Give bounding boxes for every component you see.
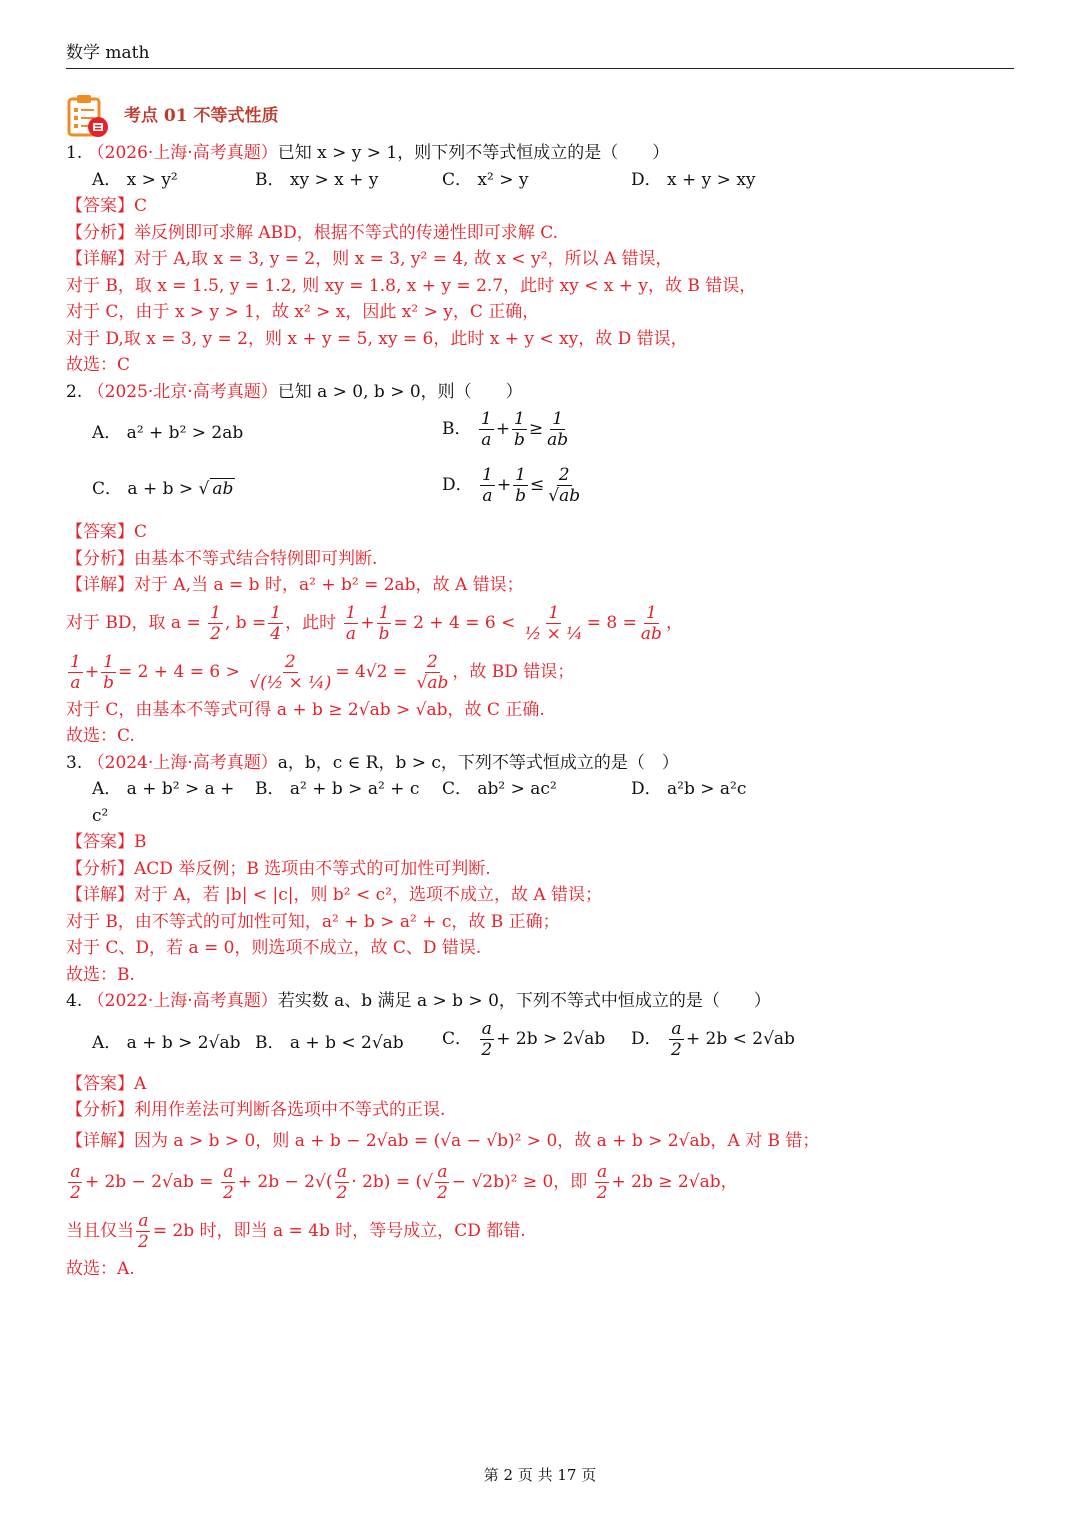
detail-line: 【详解】对于 A，若 |b| < |c|，则 b² < c²，选项不成立，故 A 错误； xyxy=(66,885,603,905)
option-d: D． x + y > xy xyxy=(631,169,756,190)
option-d: D． $\frac{a}{2}$ + 2b < 2√ab xyxy=(631,1018,795,1060)
analysis-line: 【分析】由基本不等式结合特例即可判断. xyxy=(66,548,378,569)
question-1 xyxy=(66,140,1014,379)
question-stem xyxy=(66,140,1014,167)
question-source: （2024·上海·高考真题） xyxy=(87,752,278,773)
detail-line: 对于 B，取 x = 1.5, y = 1.2, 则 xy = 1.8, x + y = 2.7，此时 xy < x + y，故 B 错误， xyxy=(66,275,757,296)
question-source: （2025·北京·高考真题） xyxy=(87,381,278,402)
question-stem xyxy=(66,379,1014,406)
question-source: （2026·上海·高考真题） xyxy=(87,143,278,163)
detail-line-3: 当且仅当 $\frac{a}{2}$ = 2b 时，即当 a = 4b 时，等号成立，CD 都错. xyxy=(66,1211,526,1252)
options-row xyxy=(66,167,1014,194)
detail-line: 对于 C，由基本不等式可得 a + b ≥ 2√ab > √ab，故 C 正确. xyxy=(66,699,545,720)
detail-line: 【详解】因为 a > b > 0，则 a + b − 2√ab = (√a − √b)² > 0，故 a + b > 2√ab，A 对 B 错； xyxy=(66,1130,820,1151)
analysis-line: 【分析】举反例即可求解 ABD，根据不等式的传递性即可求解 C. xyxy=(66,222,559,243)
question-text: a，b，c ∈ R，b > c，下列不等式恒成立的是（ ） xyxy=(277,752,679,773)
options-row xyxy=(66,776,1014,829)
detail-line: 对于 D,取 x = 3, y = 2，则 x + y = 5, xy = 6，此时 x + y < xy，故 D 错误， xyxy=(66,328,688,349)
clipboard-checklist-icon xyxy=(66,93,110,139)
option-d: D． $\frac{1}{a}$ + $\frac{1}{b}$ ≤ $\frac{2}{√ab}$ xyxy=(442,465,581,506)
option-b: B． xy > x + y xyxy=(255,169,379,190)
question-text: 已知 x > y > 1，则下列不等式恒成立的是（ ） xyxy=(277,143,670,163)
option-a: A． a² + b² > 2ab xyxy=(92,423,244,443)
option-c: C． $\frac{a}{2}$ + 2b > 2√ab xyxy=(442,1018,606,1060)
question-stem xyxy=(66,988,1014,1015)
analysis-line: 【分析】利用作差法可判断各选项中不等式的正误. xyxy=(66,1100,446,1120)
option-b: B． a + b < 2√ab xyxy=(255,1032,404,1053)
section-title: 考点 01 不等式性质 xyxy=(124,105,279,126)
answer-line: 【答案】A xyxy=(66,1073,147,1094)
detail-line-2: $\frac{a}{2}$ + 2b − 2√ab = $\frac{a}{2}$ + 2b − 2√( $\frac{a}{2}$ · 2b) = (√ $\frac{a}{2}$ − √2b)² ≥ 0，即 $\frac{a}{2}$ + 2b ≥ 2√ab， xyxy=(70,1162,738,1203)
choose-line: 故选：C. xyxy=(66,726,135,746)
option-c: C． a + b > √ ab xyxy=(92,479,234,499)
header-text: 数学 math xyxy=(66,43,150,63)
detail-line: 【详解】对于 A,当 a = b 时，a² + b² = 2ab，故 A 错误； xyxy=(66,575,524,595)
option-d: D． a²b > a²c xyxy=(631,779,747,799)
detail-line-bd: 对于 BD，取 a = $\frac{1}{2}$ , b = $\frac{1}{4}$ ，此时 $\frac{1}{a}$ + $\frac{1}{b}$ = 2 + 4 = 6 < $\frac{1}{\text{½ × ¼}}$ = 8 = $\frac{1}{ab}$ ， xyxy=(66,602,683,644)
question-3 xyxy=(66,750,1014,989)
option-b: B． a² + b > a² + c xyxy=(255,779,420,799)
question-number: 4. xyxy=(66,991,83,1011)
option-a: A． x > y² xyxy=(92,169,178,190)
page-header xyxy=(66,40,1014,69)
answer-line: 【答案】C xyxy=(66,522,148,542)
options-row xyxy=(66,1015,1014,1071)
question-text: 若实数 a、b 满足 a > b > 0，下列不等式中恒成立的是（ ） xyxy=(277,991,771,1011)
choose-line: 故选：B. xyxy=(66,964,135,985)
analysis-line: 【分析】ACD 举反例；B 选项由不等式的可加性可判断. xyxy=(66,858,491,879)
section-heading xyxy=(66,92,279,140)
answer-line: 【答案】C xyxy=(66,196,148,216)
option-c: C． x² > y xyxy=(442,169,529,190)
detail-line: 对于 C，由于 x > y > 1，故 x² > x，因此 x² > y，C 正确， xyxy=(66,302,540,322)
detail-line: 对于 B，由不等式的可加性可知，a² + b > a² + c，故 B 正确； xyxy=(66,911,560,932)
choose-line: 故选：C xyxy=(66,355,131,375)
question-number: 2. xyxy=(66,381,83,402)
option-a: A． a + b > 2√ab xyxy=(92,1032,241,1053)
question-2 xyxy=(66,379,1014,750)
question-4 xyxy=(66,988,1014,1283)
question-source: （2022·上海·高考真题） xyxy=(87,991,278,1011)
question-number: 1. xyxy=(66,143,83,163)
page-footer: 第 2 页 共 17 页 xyxy=(483,1466,597,1484)
option-a: A． a + b² > a + c² xyxy=(92,779,235,826)
detail-line-bd2: $\frac{1}{a}$ + $\frac{1}{b}$ = 2 + 4 = 6 > $\frac{2}{\text{√(½ × ¼)}}$ = 4√2 = $\frac{2}{√ab}$ ，故 BD 错误； xyxy=(70,651,575,693)
question-text: 已知 a > 0, b > 0，则（ ） xyxy=(277,381,523,402)
question-stem xyxy=(66,750,1014,777)
options-grid xyxy=(66,405,1014,519)
choose-line: 故选：A. xyxy=(66,1259,135,1279)
answer-line: 【答案】B xyxy=(66,832,147,852)
detail-line: 【详解】对于 A,取 x = 3, y = 2，则 x = 3, y² = 4, 故 x < y²，所以 A 错误， xyxy=(66,249,673,269)
option-b: B． $\frac{1}{a}$ + $\frac{1}{b}$ ≥ $\frac{1}{ab}$ xyxy=(442,409,569,450)
option-c: C． ab² > ac² xyxy=(442,779,557,799)
question-number: 3. xyxy=(66,752,83,773)
document-body xyxy=(66,140,1014,1283)
detail-line: 对于 C、D，若 a = 0，则选项不成立，故 C、D 错误. xyxy=(66,938,482,958)
